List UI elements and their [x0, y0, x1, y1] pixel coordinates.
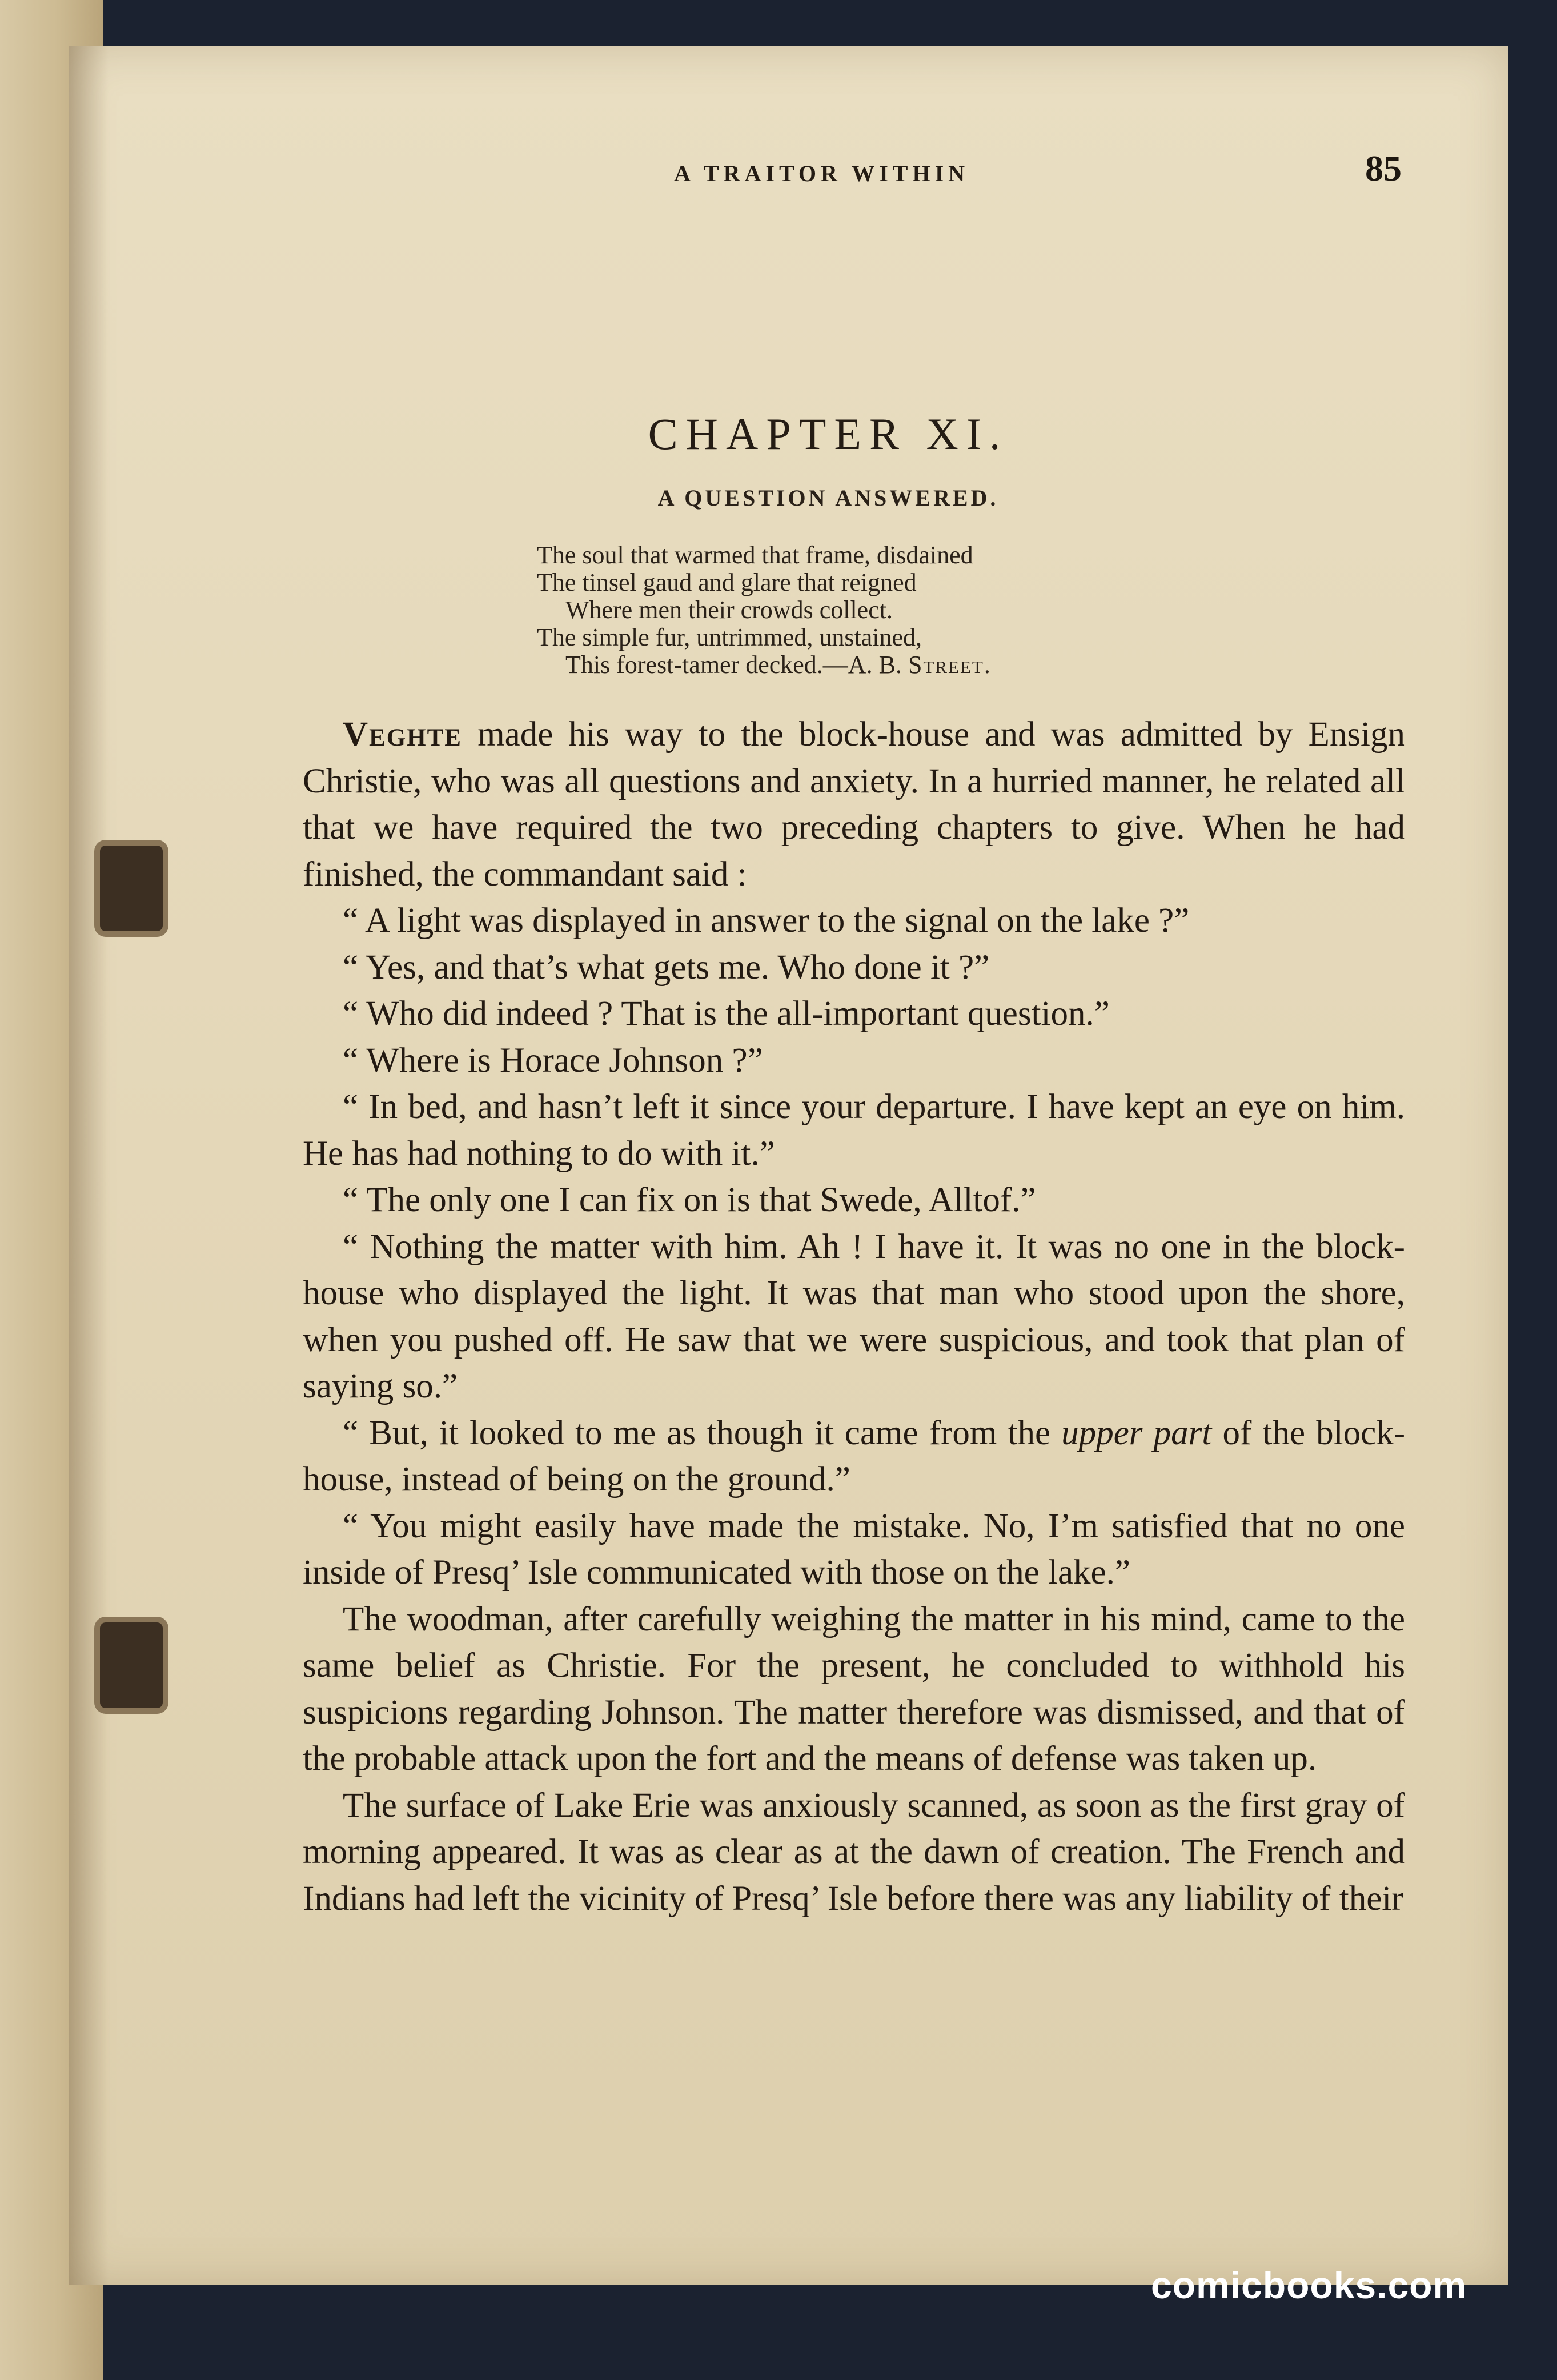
paragraph: [303, 711, 1405, 897]
watermark: comicbooks.com: [1151, 2264, 1467, 2306]
paragraph: “ In bed, and hasn’t left it since your departure. I have kept an eye on him. He has had nothing to do with it.”: [303, 1088, 1405, 1173]
paragraph: “ The only one I can fix on is that Swede, Alltof.”: [343, 1181, 1036, 1219]
epigraph-line-with-attribution: [537, 651, 992, 679]
paragraph: “ A light was displayed in answer to the signal on the lake ?”: [343, 901, 1190, 940]
paragraph-text: made his way to the block-house and was admitted by Ensign Christie, who was all questions and anxiety. In a hurried manner, he related all that we have required the two preceding chapters to give. When he had finished, the commandant said :: [303, 715, 1405, 893]
epigraph-line: The tinsel gaud and glare that reigned: [537, 568, 917, 596]
paragraph: The woodman, after carefully weighing the matter in his mind, came to the same belief as Christie. For the present, he concluded to withhold his suspicions regarding Johnson. The matter therefore was dismissed, and that of the probable attack upon the fort and the means of defense was taken up.: [303, 1600, 1405, 1778]
epigraph-line: The soul that warmed that frame, disdained: [537, 541, 973, 569]
italic-phrase: upper part: [1061, 1413, 1212, 1452]
running-head: A TRAITOR WITHIN: [674, 161, 970, 186]
paragraph: “ Nothing the matter with him. Ah ! I have it. It was no one in the block-house who displayed the light. It was that man who stood upon the shore, when you pushed off. He saw that we were suspicious, and took that plan of saying so.”: [303, 1227, 1405, 1405]
epigraph-line: Where men their crowds collect.: [565, 596, 893, 624]
paragraph: “ Yes, and that’s what gets me. Who done it ?”: [343, 948, 990, 987]
body-text: [303, 711, 1405, 1922]
paragraph: “ Where is Horace Johnson ?”: [343, 1041, 763, 1080]
page-number: 85: [1365, 148, 1402, 189]
paragraph: “ You might easily have made the mistake. No, I’m satisfied that no one inside of Presq’ Isle communicated with those on the lake.”: [303, 1506, 1405, 1592]
epigraph-line: This forest-tamer decked.—A. B.: [565, 651, 908, 679]
epigraph: [537, 542, 992, 679]
binding-hole-upper: [100, 846, 163, 931]
epigraph-line: The simple fur, untrimmed, unstained,: [537, 623, 922, 651]
paragraph: “ Who did indeed ? That is the all-important question.”: [343, 995, 1110, 1033]
paragraph: The surface of Lake Erie was anxiously scanned, as soon as the first gray of morning appeared. It was as clear as at the dawn of creation. The French and Indians had left the vicinity of Presq’ Isle before there was any liability of their: [303, 1786, 1405, 1918]
paragraph-lead-word: Veghte: [343, 715, 462, 754]
binding-hole-lower: [100, 1622, 163, 1708]
chapter-subtitle: A QUESTION ANSWERED.: [657, 485, 999, 511]
chapter-title: CHAPTER XI.: [648, 409, 1009, 459]
paragraph-text: of the block-house, instead of being on the ground.”: [303, 1413, 1406, 1498]
paragraph: [303, 1410, 1405, 1503]
epigraph-attribution: Street.: [908, 651, 992, 679]
paragraph-text: “ But, it looked to me as though it came from the: [343, 1413, 1062, 1452]
